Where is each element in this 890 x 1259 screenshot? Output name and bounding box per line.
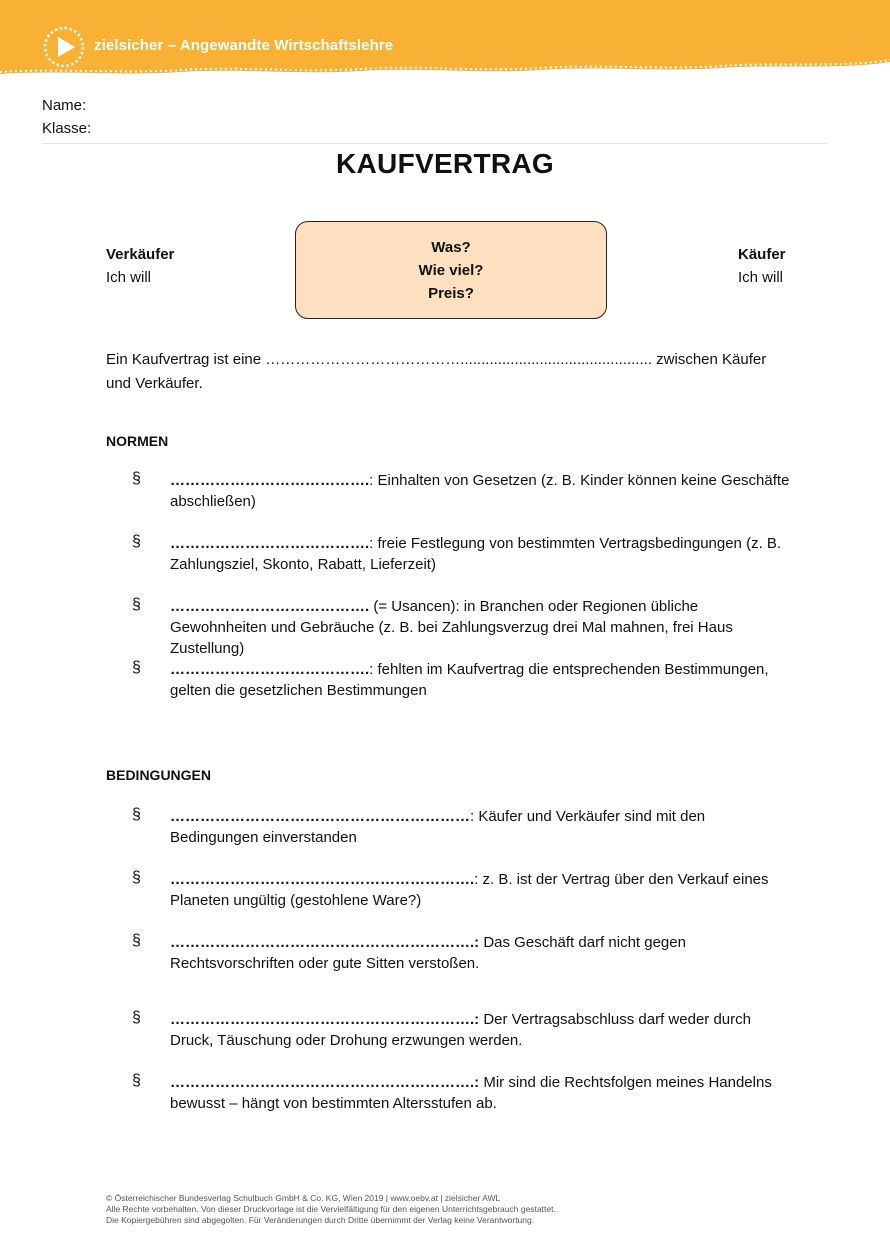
fill-in-blank: ………………………………….	[170, 661, 370, 678]
fill-in-blank: …………………………………………………….:	[170, 1074, 480, 1091]
item-description: (= Usancen): in Branchen oder Regionen übliche Gewohnheiten und Gebräuche (z. B. bei Zahlungsverzug drei Mal mahnen, frei Haus Zustellung)	[170, 598, 733, 657]
item-description: : fehlten im Kaufvertrag die entsprechenden Bestimmungen, gelten die gesetzlichen Bestimmungen	[170, 661, 769, 699]
footer-line-3: Die Kopiergebühren sind abgegolten. Für Veränderungen durch Dritte übernimmt der Verlag keine Verantwortung.	[106, 1215, 535, 1225]
section-heading-bedingungen: BEDINGUNGEN	[106, 767, 212, 783]
paragraph-sign: §	[132, 932, 141, 949]
question-what: Was?	[431, 238, 471, 256]
copyright-footer	[106, 1193, 806, 1226]
intro-sentence	[106, 348, 786, 396]
item-description: Der Vertragsabschluss darf weder durch Druck, Täuschung oder Drohung erzwungen werden.	[170, 1011, 751, 1049]
paragraph-sign: §	[132, 596, 141, 613]
item-description: Das Geschäft darf nicht gegen Rechtsvorschriften oder gute Sitten verstoßen.	[170, 934, 686, 972]
paragraph-sign: §	[132, 659, 141, 676]
fill-in-blank: …………………………………………………….:	[170, 1011, 480, 1028]
buyer-block	[738, 243, 786, 289]
paragraph-sign: §	[132, 533, 141, 550]
paragraph-sign: §	[132, 806, 141, 823]
intro-blank: …………………………………..............................................	[265, 351, 652, 368]
footer-line-2: Alle Rechte vorbehalten. Von dieser Druckvorlage ist die Vervielfältigung für den eigenen Unterrichtsgebrauch gestattet.	[106, 1204, 556, 1214]
fill-in-blank: …………………………………………………….:	[170, 934, 480, 951]
fill-in-blank: …………………………………………………….	[170, 871, 475, 888]
intro-after: zwischen Käufer und Verkäufer.	[106, 351, 767, 392]
item-description: : z. B. ist der Vertrag über den Verkauf eines Planeten ungültig (gestohlene Ware?)	[170, 871, 769, 909]
item-description: : freie Festlegung von bestimmten Vertragsbedingungen (z. B. Zahlungsziel, Skonto, Rabatt, Lieferzeit)	[170, 535, 782, 573]
question-how-many: Wie viel?	[418, 261, 484, 279]
header-divider	[42, 143, 827, 144]
fill-in-blank: ……………………………………………………	[170, 808, 470, 825]
seller-block	[106, 243, 174, 289]
buyer-label: Käufer	[738, 246, 786, 263]
section-heading-normen: NORMEN	[106, 433, 169, 449]
play-logo-icon	[43, 26, 85, 68]
seller-label: Verkäufer	[106, 246, 175, 263]
footer-line-1: © Österreichischer Bundesverlag Schulbuch GmbH & Co. KG, Wien 2019 | www.oebv.at | zielsicher AWL	[106, 1193, 501, 1203]
fill-in-blank: ………………………………….	[170, 535, 370, 552]
paragraph-sign: §	[132, 470, 141, 487]
class-field-label: Klasse:	[42, 120, 92, 137]
header-title: zielsicher – Angewandte Wirtschaftslehre	[94, 37, 394, 54]
item-description: : Käufer und Verkäufer sind mit den Bedingungen einverstanden	[170, 808, 706, 846]
buyer-text: Ich will	[738, 269, 784, 286]
fill-in-blank: ………………………………….	[170, 472, 370, 489]
paragraph-sign: §	[132, 1072, 141, 1089]
name-field-label: Name:	[42, 97, 87, 114]
item-description: Mir sind die Rechtsfolgen meines Handelns bewusst – hängt von bestimmten Altersstufen ab.	[170, 1074, 772, 1112]
contract-questions-box	[295, 221, 607, 319]
item-description: : Einhalten von Gesetzen (z. B. Kinder können keine Geschäfte abschließen)	[170, 472, 790, 510]
fill-in-blank: ………………………………….	[170, 598, 370, 615]
header-banner	[0, 0, 890, 80]
paragraph-sign: §	[132, 869, 141, 886]
intro-before: Ein Kaufvertrag ist eine	[106, 351, 262, 368]
page-title: KAUFVERTRAG	[336, 148, 554, 179]
question-price: Preis?	[428, 284, 474, 302]
paragraph-sign: §	[132, 1009, 141, 1026]
seller-text: Ich will	[106, 269, 152, 286]
